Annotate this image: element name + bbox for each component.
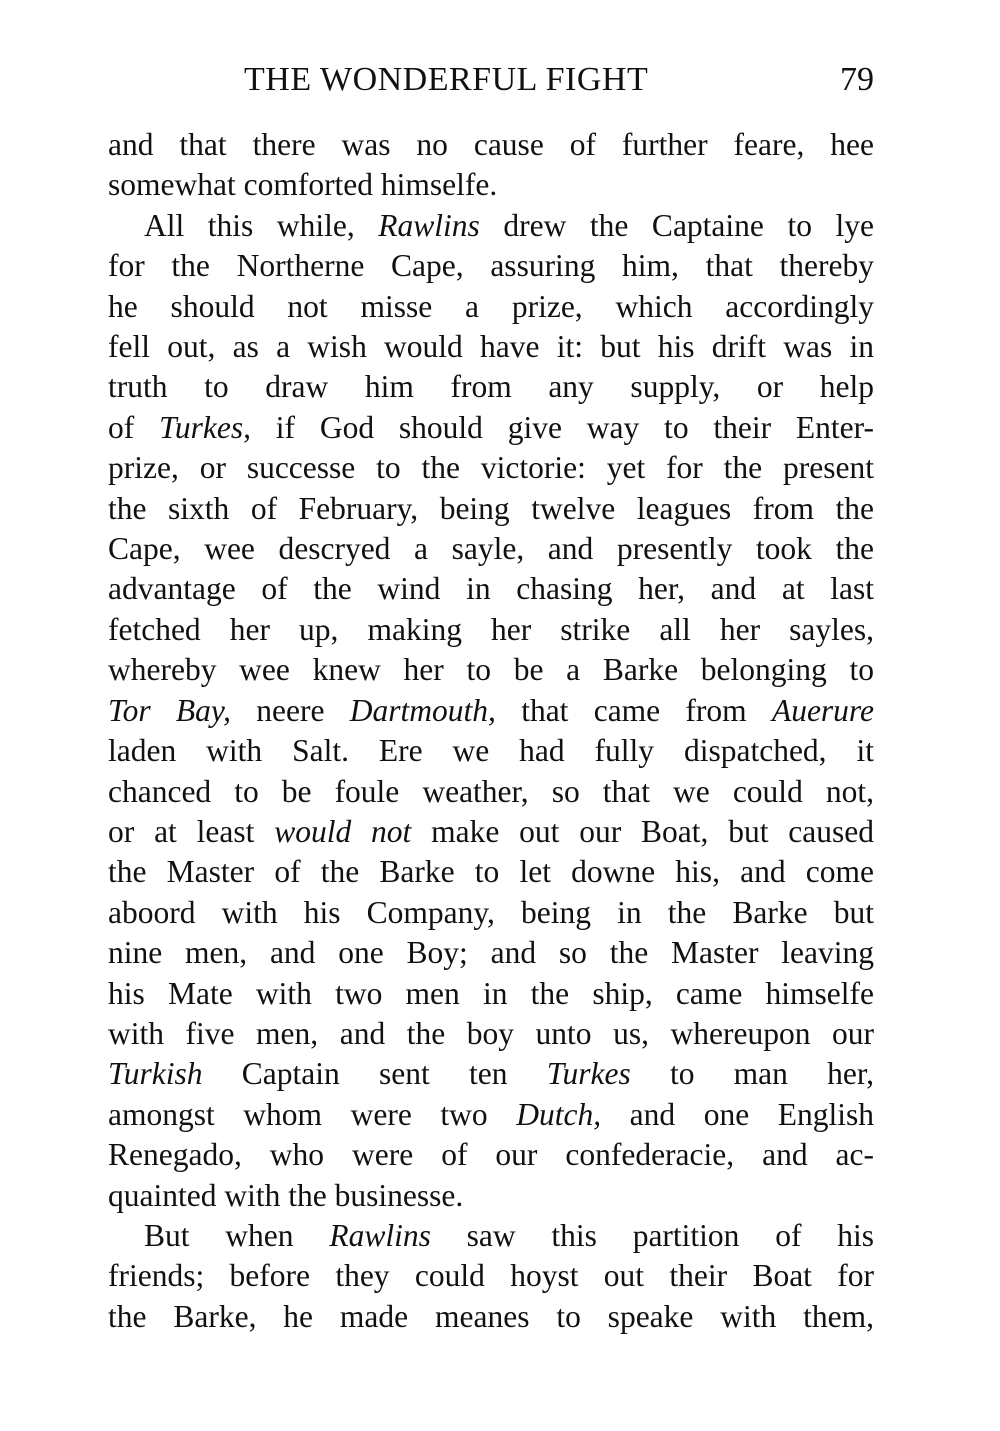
italic-text: Dutch, [516, 1096, 602, 1132]
text-line [108, 1054, 874, 1094]
text-run: and that there was no cause of further feare, hee [108, 127, 874, 162]
text-line [108, 893, 874, 933]
text-line [108, 327, 874, 367]
text-run: he should not misse a prize, which accordingly [108, 288, 874, 324]
text-run: fetched her up, making her strike all her sayles, [108, 611, 874, 647]
italic-text: Turkish [108, 1056, 203, 1092]
text-line [108, 206, 874, 246]
text-run: aboord with his Company, being in the Barke but [108, 894, 874, 930]
text-run: whereby wee knew her to be a Barke belonging to [108, 652, 874, 688]
italic-text: Dartmouth, [349, 692, 496, 728]
italic-text: Tor Bay, [108, 692, 232, 728]
text-line [108, 1176, 874, 1216]
text-run: the sixth of February, being twelve leagues from the [108, 490, 874, 526]
text-line [108, 812, 874, 852]
text-run: somewhat comforted himselfe. [108, 167, 498, 203]
text-line [108, 448, 874, 488]
text-run: the Barke, he made meanes to speake with them, [108, 1298, 874, 1334]
text-run: friends; before they could hoyst out their Boat for [108, 1258, 874, 1294]
text-line [108, 569, 874, 609]
italic-text: Auerure [771, 692, 875, 728]
text-line [108, 529, 874, 569]
text-run: Renegado, who were of our confederacie, and ac- [108, 1137, 874, 1173]
paragraph [108, 125, 874, 206]
text-line [108, 610, 874, 650]
text-line [108, 650, 874, 690]
text-run: All this while, [144, 207, 379, 243]
text-run: nine men, and one Boy; and so the Master leaving [108, 935, 874, 971]
text-run: Cape, wee descryed a sayle, and presently took the [108, 531, 874, 567]
text-run: chanced to be foule weather, so that we could not, [108, 773, 874, 809]
text-line [108, 731, 874, 771]
text-run: saw this partition of his [430, 1217, 875, 1253]
text-run: of [108, 409, 160, 445]
text-run: for the Northerne Cape, assuring him, that thereby [108, 248, 874, 284]
text-run: and one English [601, 1096, 874, 1132]
text-line [108, 772, 874, 812]
text-line [108, 287, 874, 327]
text-line [108, 1256, 874, 1296]
page-number: 79 [840, 61, 874, 98]
text-line [108, 1095, 874, 1135]
body-text [108, 125, 874, 1337]
text-run: truth to draw him from any supply, or help [108, 369, 874, 405]
text-run: to man her, [630, 1056, 874, 1092]
text-run: with five men, and the boy unto us, whereupon our [108, 1015, 874, 1051]
paragraph [108, 1216, 874, 1337]
italic-text: would not [274, 813, 412, 849]
text-run: amongst whom were two [108, 1096, 517, 1132]
text-run: that came from [495, 692, 772, 728]
text-run: drew the Captaine to lye [479, 207, 874, 243]
text-line [108, 246, 874, 286]
text-run: if God should give way to their Enter- [250, 409, 874, 445]
paragraph [108, 206, 874, 1216]
text-line [108, 1014, 874, 1054]
text-line [108, 489, 874, 529]
text-line [108, 125, 874, 165]
text-line [108, 1297, 874, 1337]
text-run: quainted with the businesse. [108, 1177, 464, 1213]
text-line [108, 691, 874, 731]
text-run: or at least [108, 813, 275, 849]
italic-text: Rawlins [378, 207, 480, 243]
text-run: prize, or successe to the victorie: yet for the present [108, 450, 874, 486]
text-line [108, 1135, 874, 1175]
italic-text: Rawlins [329, 1217, 431, 1253]
text-run: fell out, as a wish would have it: but his drift was in [108, 329, 874, 365]
text-line [108, 367, 874, 407]
text-run: neere [231, 692, 350, 728]
text-run: advantage of the wind in chasing her, and at last [108, 571, 874, 607]
text-line [108, 852, 874, 892]
text-run: the Master of the Barke to let downe his, and come [108, 854, 874, 890]
text-line [108, 1216, 874, 1256]
italic-text: Turkes, [159, 409, 251, 445]
text-line [108, 974, 874, 1014]
page-header [108, 58, 874, 102]
text-run: Captain sent ten [202, 1056, 547, 1092]
text-line [108, 408, 874, 448]
italic-text: Turkes [546, 1056, 631, 1092]
text-run: his Mate with two men in the ship, came himselfe [108, 975, 874, 1011]
text-line [108, 933, 874, 973]
text-run: make out our Boat, but caused [411, 813, 875, 849]
running-title: THE WONDERFUL FIGHT [244, 61, 649, 98]
text-run: But when [144, 1217, 330, 1253]
text-run: laden with Salt. Ere we had fully dispatched, it [108, 733, 874, 769]
text-line [108, 165, 874, 205]
